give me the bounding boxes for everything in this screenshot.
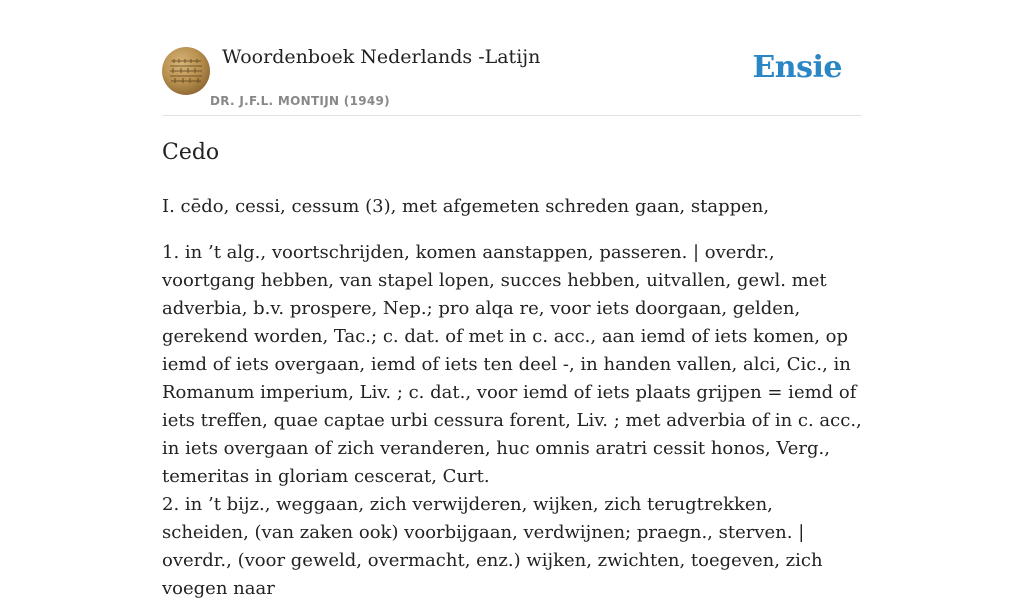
book-cover-icon[interactable]: [162, 47, 210, 95]
entry-paragraph: 2. in ’t bijz., weggaan, zich verwijderen, wijken, zich terugtrekken, scheiden, (van zaken ook) voorbijgaan, verdwijnen; praegn., sterven. | overdr., (voor geweld, overmacht, enz.) wijken, zwichten, toegeven, zich voegen naar: [162, 494, 823, 599]
book-title[interactable]: Woordenboek Nederlands -Latijn: [222, 46, 541, 68]
page-container: [162, 0, 862, 599]
site-logo[interactable]: Ensie: [752, 50, 842, 85]
entry-body: [162, 239, 862, 603]
entry-paragraph: 1. in ’t alg., voortschrijden, komen aanstappen, passeren. | overdr., voortgang hebben, van stapel lopen, succes hebben, uitvallen, gewl. met adverbia, b.v. prospere, Nep.; pro alqa re, voor iets doorgaan, gelden, gerekend worden, Tac.; c. dat. of met in c. acc., aan iemd of iets komen, op iemd of iets overgaan, iemd of iets ten deel -, in handen vallen, alci, Cic., in Romanum imperium, Liv. ; c. dat., voor iemd of iets plaats grijpen = iemd of iets treffen, quae captae urbi cessura forent, Liv. ; met adverbia of in c. acc., in iets overgaan of zich veranderen, huc omnis aratri cessit honos, Verg., temeritas in gloriam cescerat, Curt.: [162, 242, 862, 487]
entry-title: Cedo: [162, 140, 220, 165]
page-header: [162, 0, 862, 116]
book-author: DR. J.F.L. MONTIJN (1949): [210, 94, 390, 108]
entry-headword-line: I. cēdo, cessi, cessum (3), met afgemeten schreden gaan, stappen,: [162, 196, 770, 217]
